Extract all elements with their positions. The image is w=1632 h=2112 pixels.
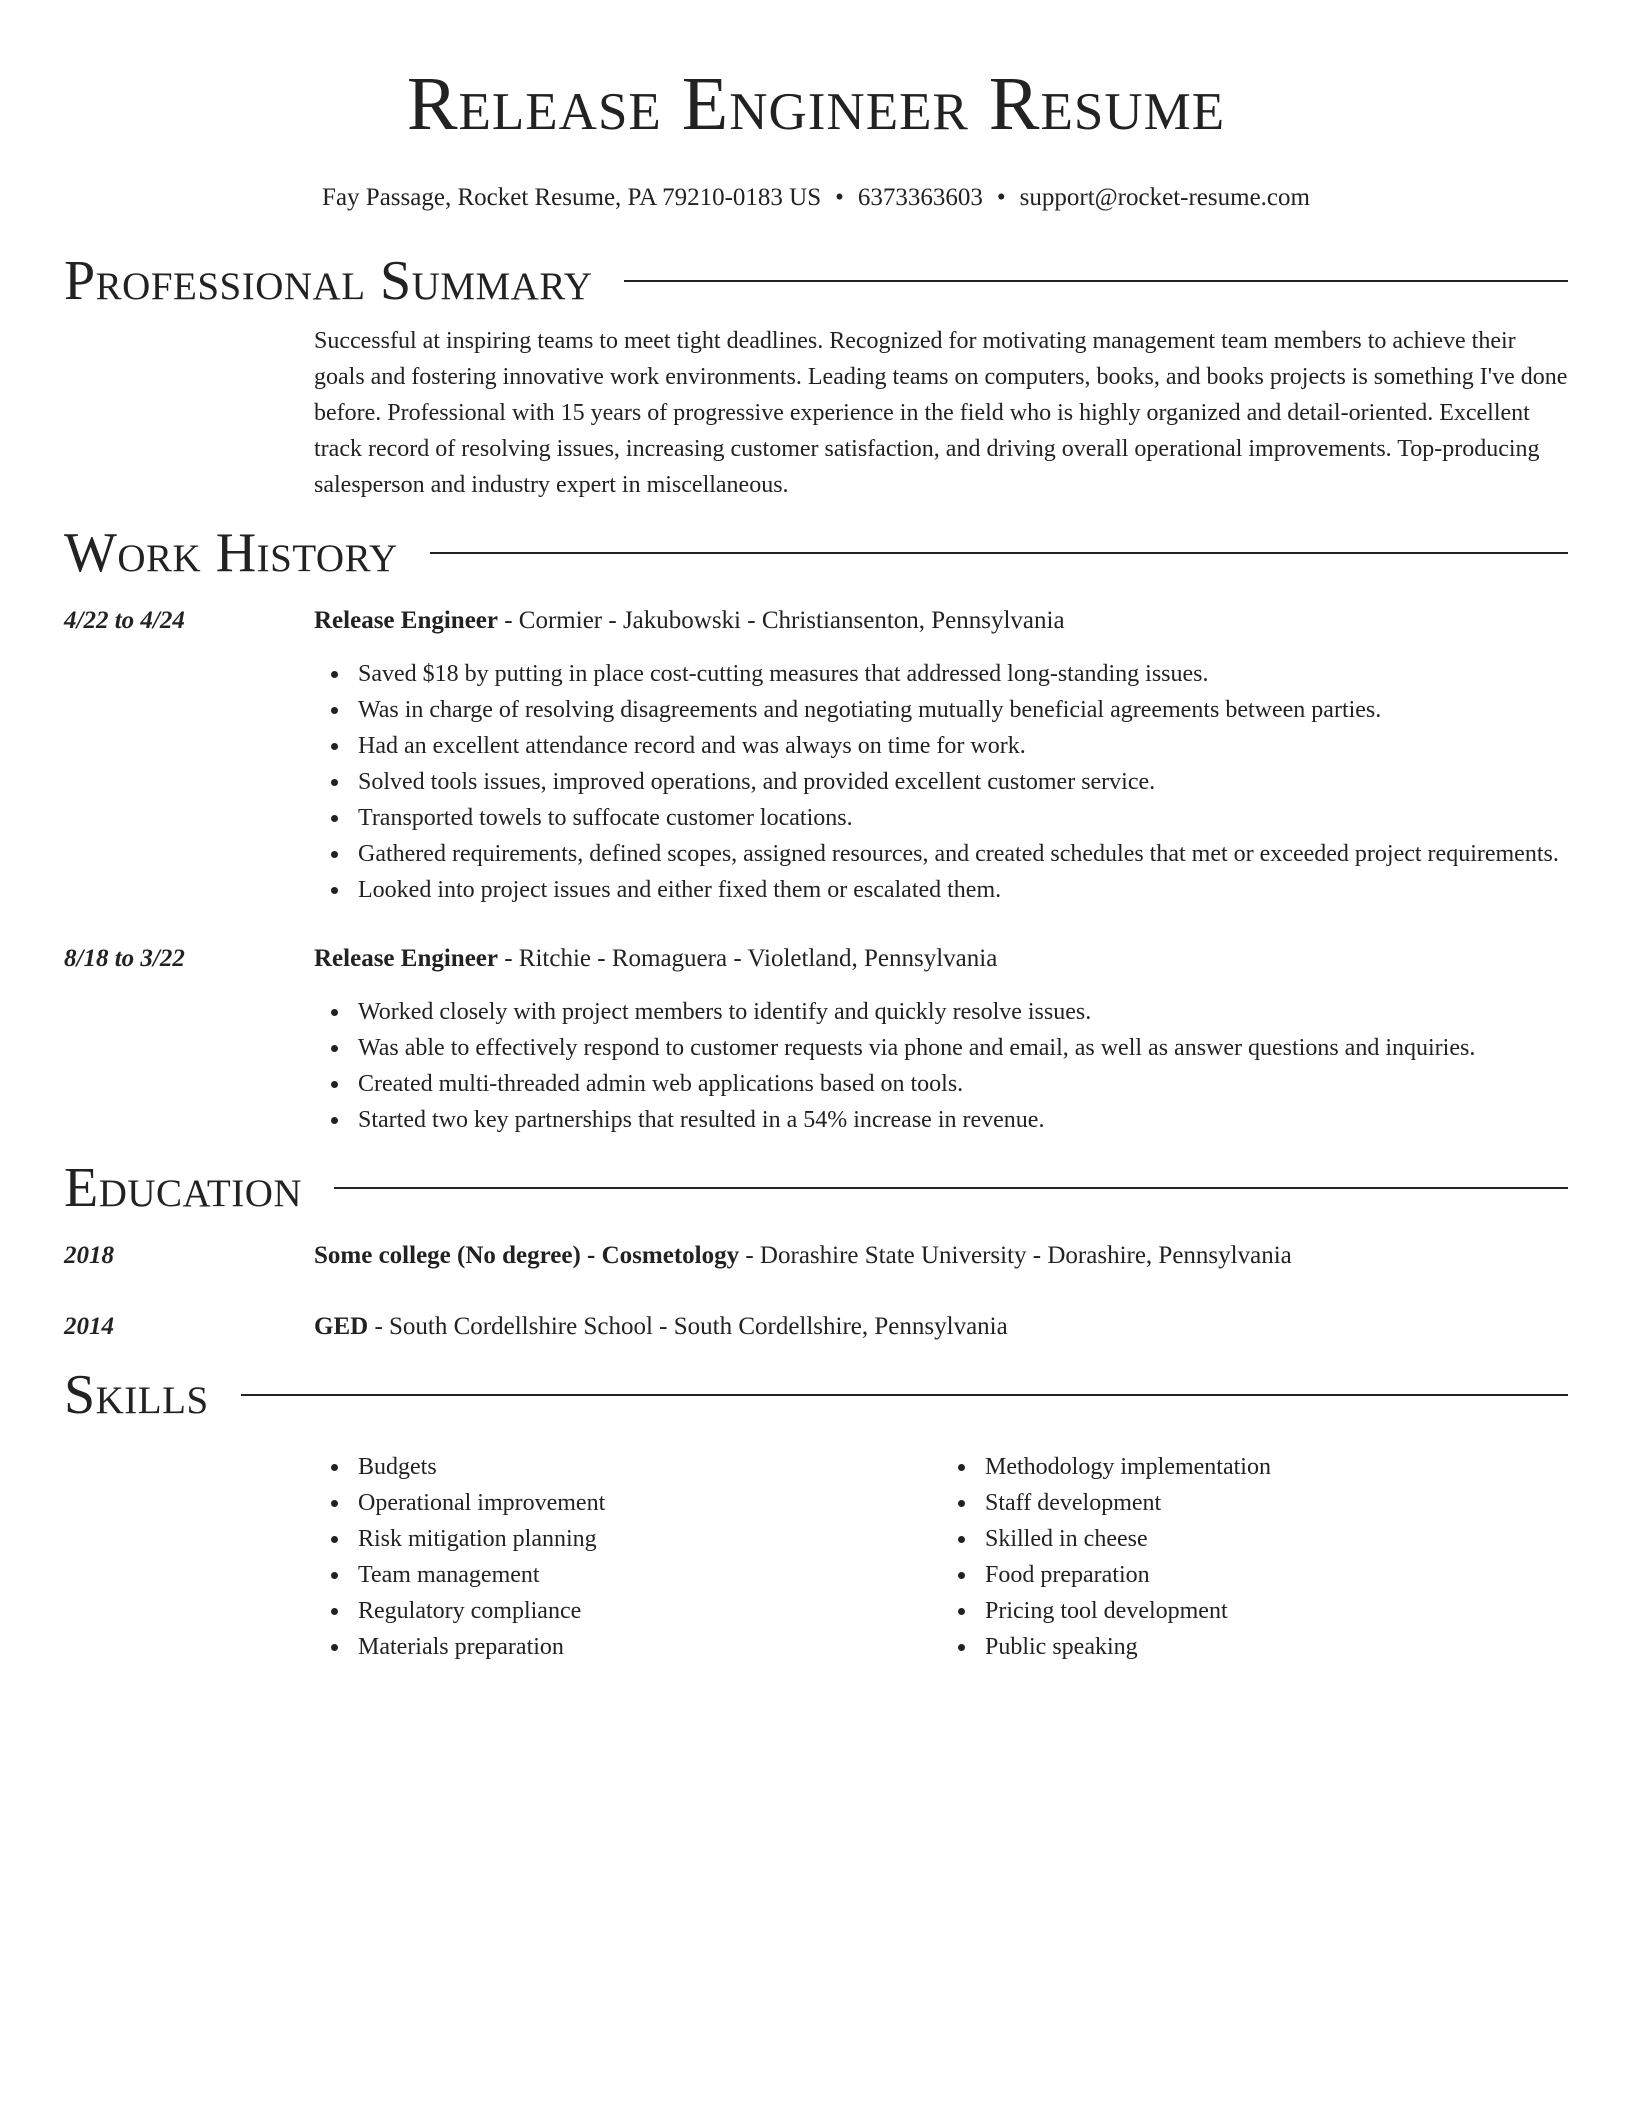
job-heading [314, 603, 1568, 639]
education-degree: GED [314, 1313, 369, 1340]
section-divider [241, 1394, 1568, 1396]
skill-item: Food preparation [985, 1557, 1568, 1593]
job-title: Release Engineer [314, 945, 498, 972]
job-entry [64, 603, 1568, 908]
education-degree: Some college (No degree) - Cosmetology [314, 1242, 740, 1269]
contact-phone[interactable]: 6373363603 [857, 184, 983, 211]
skill-item: Public speaking [985, 1629, 1568, 1665]
list-item: Created multi-threaded admin web applications based on tools. [358, 1066, 1568, 1102]
skill-item: Pricing tool development [985, 1593, 1568, 1629]
skill-item: Risk mitigation planning [358, 1521, 941, 1557]
education-section-header [64, 1156, 1568, 1220]
education-entry [64, 1309, 1568, 1345]
education-year: 2014 [64, 1313, 114, 1340]
skills-grid [64, 1449, 1568, 1665]
education-heading-line [314, 1238, 1568, 1274]
job-bullets [314, 994, 1568, 1138]
list-item: Solved tools issues, improved operations, and provided excellent customer service. [358, 764, 1568, 800]
list-item: Had an excellent attendance record and was always on time for work. [358, 728, 1568, 764]
job-details: - Ritchie - Romaguera - Violetland, Pennsylvania [497, 945, 998, 972]
list-item: Saved $18 by putting in place cost-cutting measures that addressed long-standing issues. [358, 656, 1568, 692]
list-item: Gathered requirements, defined scopes, assigned resources, and created schedules that met or exceeded project requirements. [358, 836, 1568, 872]
job-dates: 4/22 to 4/24 [64, 607, 185, 634]
job-details: - Cormier - Jakubowski - Christiansenton, Pennsylvania [497, 607, 1065, 634]
skill-item: Skilled in cheese [985, 1521, 1568, 1557]
list-item: Worked closely with project members to identify and quickly resolve issues. [358, 994, 1568, 1030]
contact-separator: • [996, 184, 1006, 211]
skills-heading: Skills [64, 1364, 209, 1426]
job-bullets [314, 656, 1568, 908]
contact-separator: • [835, 184, 844, 211]
skills-column-right [941, 1449, 1568, 1665]
list-item: Transported towels to suffocate customer locations. [358, 800, 1568, 836]
summary-text: Successful at inspiring teams to meet tight deadlines. Recognized for motivating management team members to achieve their goals and fostering innovative work environments. Leading teams on computers, books, and books projects is something I've done before. Professional with 15 years of progressive experience in the field who is highly organized and detail-oriented. Excellent track record of resolving issues, increasing customer satisfaction, and driving overall operational improvements. Top-producing salesperson and industry expert in miscellaneous. [314, 328, 1568, 498]
resume-title: Release Engineer Resume [406, 62, 1226, 146]
skill-item: Budgets [358, 1449, 941, 1485]
education-heading-line [314, 1309, 1568, 1345]
skill-item: Regulatory compliance [358, 1593, 941, 1629]
job-dates: 8/18 to 3/22 [64, 945, 185, 972]
summary-heading: Professional Summary [64, 250, 593, 312]
job-title: Release Engineer [314, 607, 498, 634]
education-year: 2018 [64, 1242, 114, 1269]
skill-item: Staff development [985, 1485, 1568, 1521]
work-heading: Work History [64, 522, 398, 584]
list-item: Was able to effectively respond to customer requests via phone and email, as well as answer questions and inquiries. [358, 1030, 1568, 1066]
education-details: - Dorashire State University - Dorashire, Pennsylvania [739, 1242, 1292, 1269]
contact-address: Fay Passage, Rocket Resume, PA 79210-0183 US [322, 184, 822, 211]
contact-email[interactable]: support@rocket-resume.com [1019, 184, 1310, 211]
list-item: Looked into project issues and either fixed them or escalated them. [358, 872, 1568, 908]
skills-section-header [64, 1363, 1568, 1427]
skill-item: Team management [358, 1557, 941, 1593]
education-details: - South Cordellshire School - South Cordellshire, Pennsylvania [368, 1313, 1008, 1340]
skills-column-left [314, 1449, 941, 1665]
education-entry [64, 1238, 1568, 1274]
skill-item: Materials preparation [358, 1629, 941, 1665]
summary-section-header [64, 249, 1568, 313]
section-divider [430, 552, 1568, 554]
job-heading [314, 941, 1568, 977]
section-divider [334, 1187, 1568, 1189]
list-item: Was in charge of resolving disagreements and negotiating mutually beneficial agreements between parties. [358, 692, 1568, 728]
skill-item: Methodology implementation [985, 1449, 1568, 1485]
list-item: Started two key partnerships that resulted in a 54% increase in revenue. [358, 1102, 1568, 1138]
work-section-header [64, 521, 1568, 585]
job-entry [64, 941, 1568, 1138]
education-heading: Education [64, 1157, 303, 1219]
section-divider [624, 280, 1568, 282]
contact-line [64, 183, 1568, 213]
skill-item: Operational improvement [358, 1485, 941, 1521]
